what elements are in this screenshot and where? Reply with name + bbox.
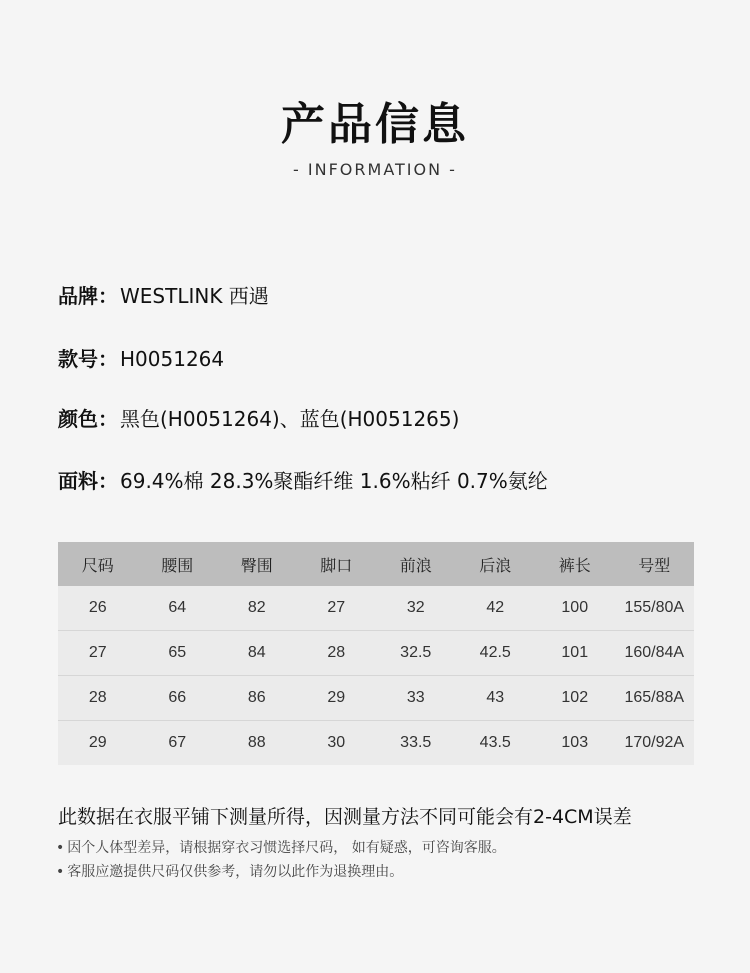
table-cell: 155/80A	[615, 586, 695, 631]
info-brand	[58, 280, 269, 309]
info-fabric-label: 面料：	[58, 469, 118, 493]
size-table-header: 后浪	[456, 542, 536, 586]
info-style-number-value: H0051264	[120, 347, 225, 371]
table-cell: 101	[535, 631, 615, 676]
measurement-note: 此数据在衣服平铺下测量所得，因测量方法不同可能会有2-4CM误差	[58, 806, 632, 828]
table-cell: 103	[535, 721, 615, 766]
table-cell: 88	[217, 721, 297, 766]
table-cell: 82	[217, 586, 297, 631]
table-cell: 30	[297, 721, 377, 766]
table-cell: 100	[535, 586, 615, 631]
table-cell: 66	[138, 676, 218, 721]
info-style-number-label: 款号：	[58, 347, 118, 371]
info-brand-label: 品牌：	[58, 284, 118, 308]
table-cell: 33.5	[376, 721, 456, 766]
size-table-header: 脚口	[297, 542, 377, 586]
table-cell: 27	[58, 631, 138, 676]
bullet-dot-icon: •	[56, 864, 65, 880]
table-cell: 32	[376, 586, 456, 631]
size-table-header: 裤长	[535, 542, 615, 586]
table-cell: 27	[297, 586, 377, 631]
size-table-header: 号型	[615, 542, 695, 586]
table-cell: 29	[297, 676, 377, 721]
table-cell: 26	[58, 586, 138, 631]
table-cell: 84	[217, 631, 297, 676]
table-cell: 32.5	[376, 631, 456, 676]
size-table-header: 臀围	[217, 542, 297, 586]
table-row	[58, 631, 694, 676]
size-table-header-row	[58, 542, 694, 586]
table-cell: 42.5	[456, 631, 536, 676]
info-brand-value: WESTLINK 西遇	[120, 284, 269, 308]
table-cell: 86	[217, 676, 297, 721]
table-cell: 102	[535, 676, 615, 721]
table-cell: 67	[138, 721, 218, 766]
info-fabric	[58, 465, 548, 494]
size-table	[58, 542, 694, 765]
table-cell: 29	[58, 721, 138, 766]
note-item	[56, 837, 506, 857]
size-table-header: 前浪	[376, 542, 456, 586]
table-cell: 165/88A	[615, 676, 695, 721]
table-cell: 160/84A	[615, 631, 695, 676]
page-title: 产品信息	[281, 99, 469, 150]
table-cell: 33	[376, 676, 456, 721]
table-row	[58, 721, 694, 766]
table-cell: 42	[456, 586, 536, 631]
size-table-header: 腰围	[138, 542, 218, 586]
info-color-label: 颜色：	[58, 407, 118, 431]
table-row	[58, 586, 694, 631]
info-fabric-value: 69.4%棉 28.3%聚酯纤维 1.6%粘纤 0.7%氨纶	[120, 469, 548, 493]
info-color	[58, 403, 459, 432]
page-subtitle: - INFORMATION -	[293, 160, 457, 179]
table-cell: 43	[456, 676, 536, 721]
size-table-header: 尺码	[58, 542, 138, 586]
bullet-dot-icon: •	[56, 840, 65, 856]
table-cell: 65	[138, 631, 218, 676]
note-item-text: 因个人体型差异，请根据穿衣习惯选择尺码， 如有疑惑，可咨询客服。	[67, 840, 506, 856]
note-item	[56, 861, 403, 881]
table-cell: 43.5	[456, 721, 536, 766]
info-style-number	[58, 343, 224, 372]
table-cell: 64	[138, 586, 218, 631]
table-row	[58, 676, 694, 721]
table-cell: 170/92A	[615, 721, 695, 766]
table-cell: 28	[58, 676, 138, 721]
note-item-text: 客服应邀提供尺码仅供参考，请勿以此作为退换理由。	[67, 864, 404, 880]
info-color-value: 黑色(H0051264)、蓝色(H0051265)	[120, 407, 460, 431]
table-cell: 28	[297, 631, 377, 676]
